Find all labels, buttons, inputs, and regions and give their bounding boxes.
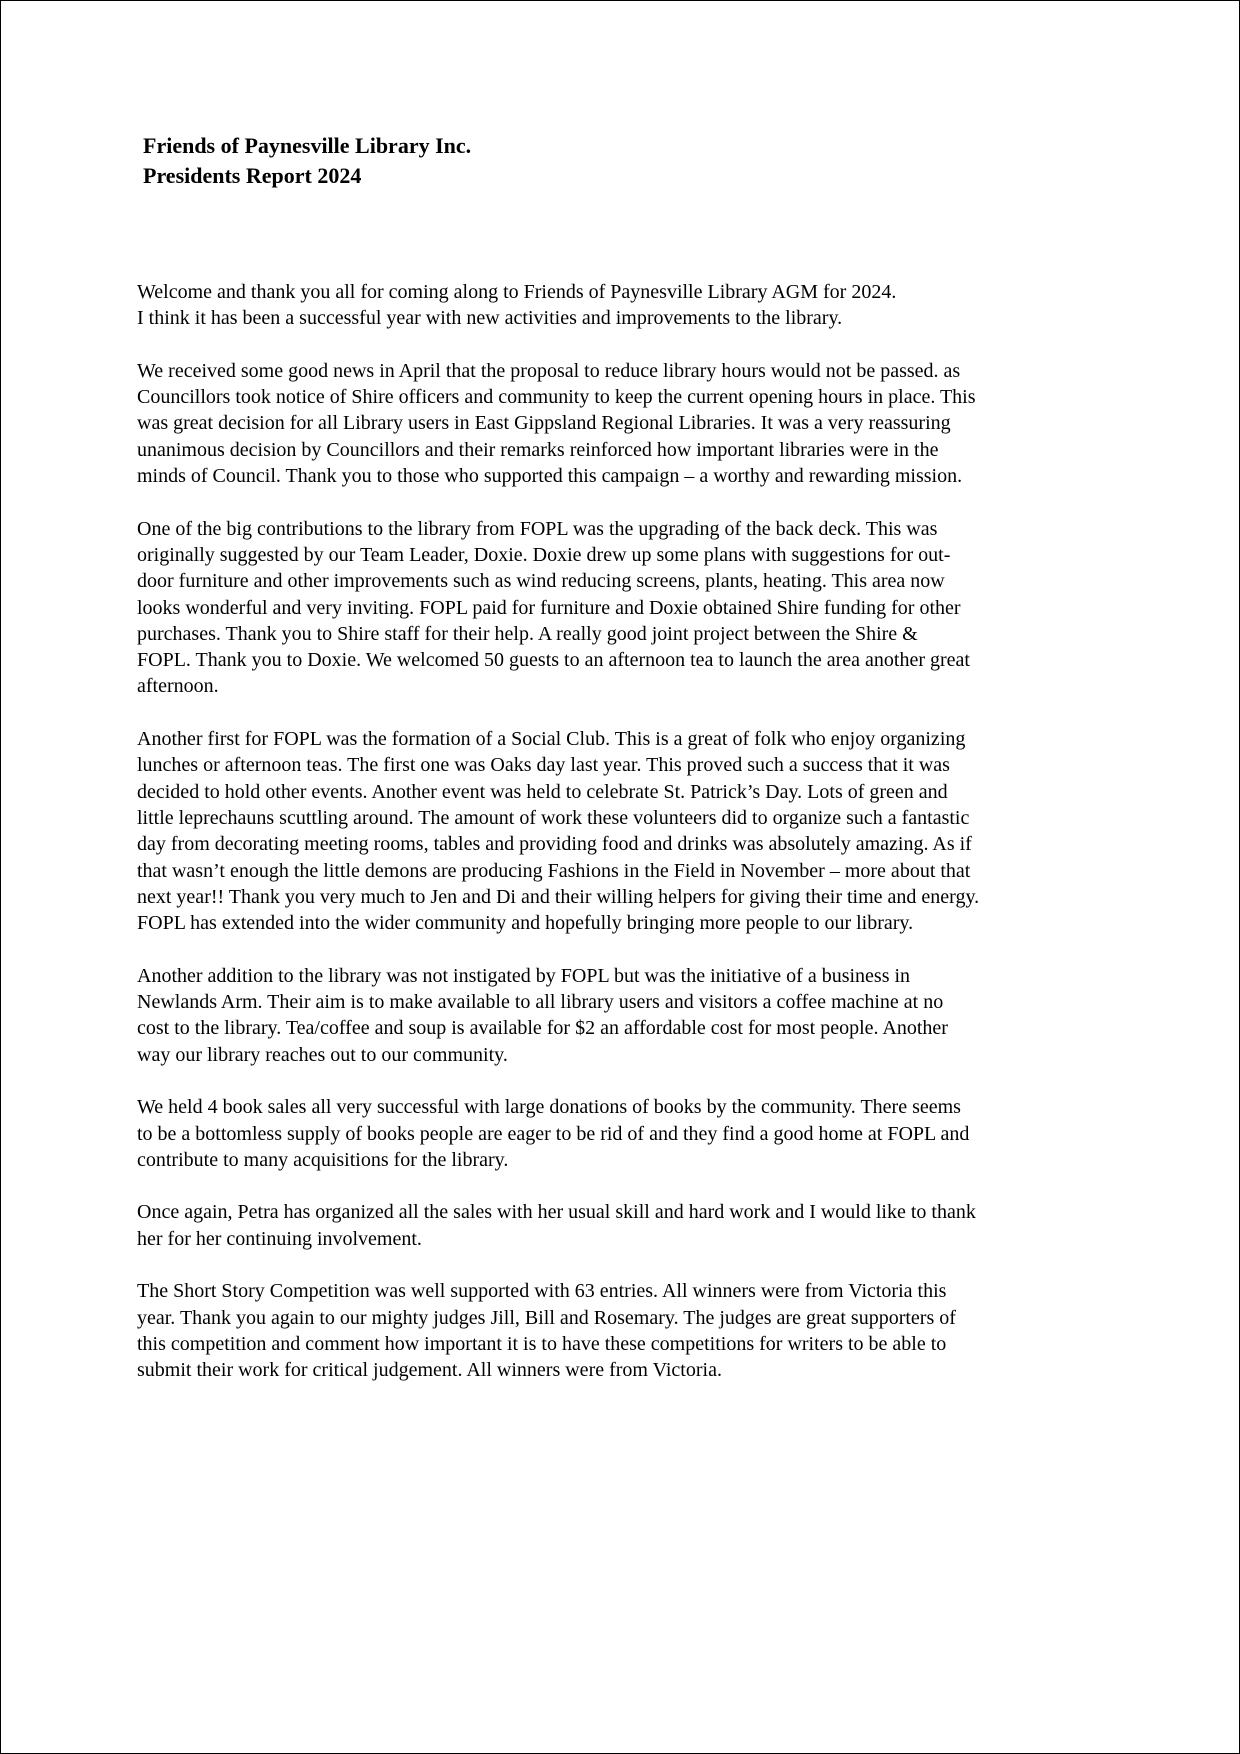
paragraph-line: day from decorating meeting rooms, tables and providing food and drinks was absolutely amazing. As if [137,833,972,856]
paragraph-petra-thanks [137,1199,1137,1252]
paragraph-line: lunches or afternoon teas. The first one was Oaks day last year. This proved such a success that it was [137,754,950,777]
paragraph-line: purchases. Thank you to Shire staff for their help. A really good joint project between the Shire & [137,622,918,645]
paragraph-line: door furniture and other improvements such as wind reducing screens, plants, heating. This area now [137,570,945,593]
paragraph-line: Another first for FOPL was the formation of a Social Club. This is a great of folk who enjoy organizing [137,728,966,751]
paragraph-line: submit their work for critical judgement. All winners were from Victoria. [137,1359,722,1382]
document-subtitle: Presidents Report 2024 [143,163,362,188]
paragraph-line: One of the big contributions to the library from FOPL was the upgrading of the back deck. This was [137,517,938,540]
paragraph-line: cost to the library. Tea/coffee and soup is available for $2 an affordable cost for most people. Another [137,1017,948,1040]
document-body [137,279,1137,1410]
paragraph-line: Newlands Arm. Their aim is to make available to all library users and visitors a coffee machine at no [137,991,944,1014]
paragraph-line: contribute to many acquisitions for the library. [137,1148,509,1171]
document-title: Friends of Paynesville Library Inc. [143,133,472,158]
paragraph-short-story [137,1278,1137,1383]
paragraph-line: unanimous decision by Councillors and their remarks reinforced how important libraries were in the [137,438,939,461]
paragraph-line: Once again, Petra has organized all the sales with her usual skill and hard work and I would like to thank [137,1201,976,1224]
paragraph-back-deck [137,516,1137,700]
paragraph-line: year. Thank you again to our mighty judges Jill, Bill and Rosemary. The judges are great supporters of [137,1306,956,1329]
paragraph-line: next year!! Thank you very much to Jen and Di and their willing helpers for giving their time and energy. [137,885,980,908]
paragraph-line: looks wonderful and very inviting. FOPL paid for furniture and Doxie obtained Shire funding for other [137,596,961,619]
paragraph-line: her for her continuing involvement. [137,1227,422,1250]
paragraph-line: way our library reaches out to our community. [137,1043,508,1066]
paragraph-line: FOPL has extended into the wider community and hopefully bringing more people to our library. [137,912,914,935]
paragraph-line: that wasn’t enough the little demons are producing Fashions in the Field in November – more about that [137,859,971,882]
paragraph-line: little leprechauns scuttling around. The amount of work these volunteers did to organize such a fantastic [137,806,970,829]
paragraph-line: Councillors took notice of Shire officers and community to keep the current opening hours in place. This [137,386,976,409]
paragraph-line: The Short Story Competition was well supported with 63 entries. All winners were from Victoria this [137,1280,947,1303]
paragraph-line: decided to hold other events. Another event was held to celebrate St. Patrick’s Day. Lots of green and [137,780,948,803]
paragraph-line: Welcome and thank you all for coming along to Friends of Paynesville Library AGM for 2024. [137,281,897,303]
paragraph-book-sales [137,1094,1137,1173]
paragraph-line: Another addition to the library was not instigated by FOPL but was the initiative of a business in [137,964,911,987]
document-heading [143,131,471,191]
paragraph-line: minds of Council. Thank you to those who supported this campaign – a worthy and rewarding mission. [137,465,963,488]
paragraph-welcome [137,279,1137,332]
paragraph-line: I think it has been a successful year with new activities and improvements to the library. [137,307,843,330]
paragraph-line: to be a bottomless supply of books people are eager to be rid of and they find a good home at FOPL and [137,1122,970,1145]
paragraph-line: We held 4 book sales all very successful with large donations of books by the community. There seems [137,1096,961,1119]
paragraph-line: this competition and comment how important it is to have these competitions for writers to be able to [137,1332,947,1355]
paragraph-library-hours [137,358,1137,489]
paragraph-coffee-machine [137,963,1137,1068]
paragraph-line: We received some good news in April that the proposal to reduce library hours would not be passed. as [137,359,961,382]
paragraph-line: originally suggested by our Team Leader, Doxie. Doxie drew up some plans with suggestions for out- [137,543,951,566]
paragraph-social-club [137,726,1137,936]
paragraph-line: afternoon. [137,675,219,698]
paragraph-line: FOPL. Thank you to Doxie. We welcomed 50 guests to an afternoon tea to launch the area another great [137,649,970,672]
paragraph-line: was great decision for all Library users in East Gippsland Regional Libraries. It was a very reassuring [137,412,951,435]
